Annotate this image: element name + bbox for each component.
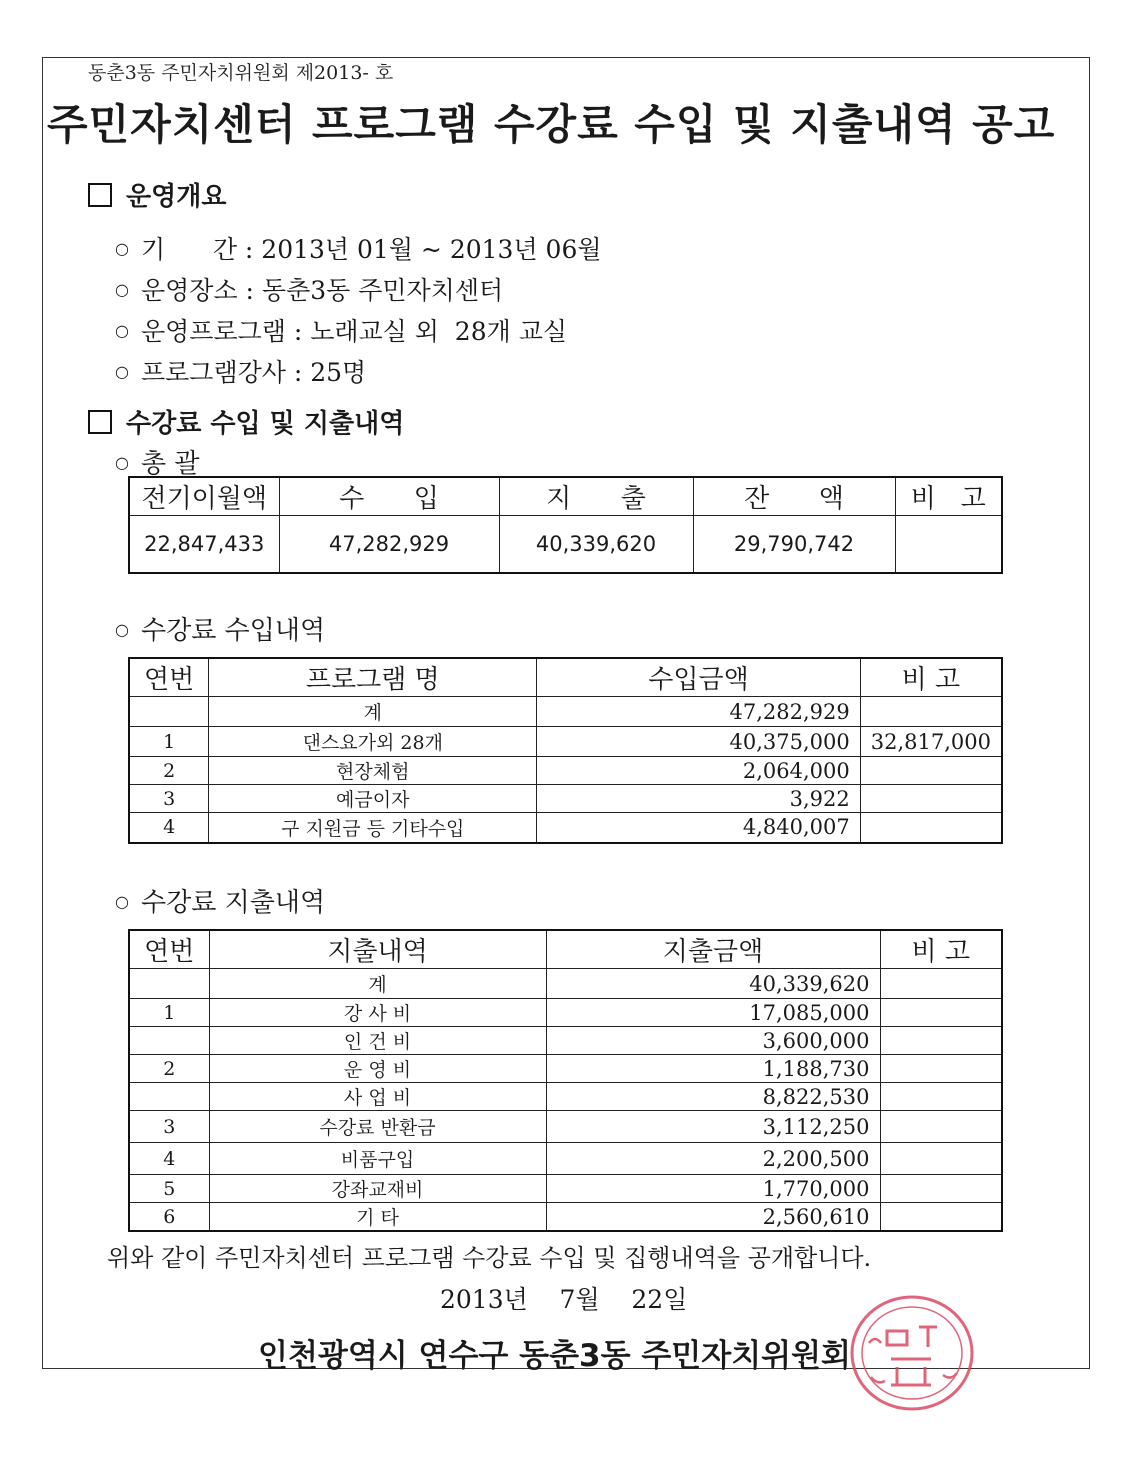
row-note	[860, 757, 1002, 785]
row-note	[880, 1111, 1002, 1143]
bullet-circle-icon: ○	[115, 453, 129, 472]
summary-header-cell: 수 입	[279, 477, 499, 516]
summary-value-row	[129, 516, 1002, 574]
row-name: 인 건 비	[209, 1027, 546, 1055]
bullet-circle-icon: ○	[115, 280, 129, 299]
row-amount: 40,375,000	[537, 727, 861, 757]
income-table	[128, 657, 1003, 844]
row-amount: 1,188,730	[546, 1055, 880, 1083]
income-header-cell: 수입금액	[537, 658, 861, 697]
row-number	[129, 697, 209, 727]
row-amount: 2,200,500	[546, 1143, 880, 1175]
row-amount: 40,339,620	[546, 969, 880, 999]
row-number: 1	[129, 999, 209, 1027]
table-row	[129, 1175, 1002, 1203]
summary-title-label: 총 괄	[141, 449, 200, 479]
table-row	[129, 727, 1002, 757]
row-number: 1	[129, 727, 209, 757]
expense-header-cell: 지출금액	[546, 930, 880, 969]
row-amount: 2,064,000	[537, 757, 861, 785]
summary-table	[128, 476, 1003, 574]
overview-item-text: 기 간 : 2013년 01월 ~ 2013년 06월	[141, 235, 602, 264]
bullet-circle-icon: ○	[115, 321, 129, 340]
overview-item-period	[115, 230, 602, 266]
row-number: 2	[129, 1055, 209, 1083]
bullet-circle-icon: ○	[115, 362, 129, 381]
document-number: 동춘3동 주민자치위원회 제2013- 호	[88, 62, 394, 84]
expense-header-cell: 지출내역	[209, 930, 546, 969]
expense-table	[128, 929, 1003, 1232]
row-note	[880, 1143, 1002, 1175]
summary-header-row	[129, 477, 1002, 516]
table-row	[129, 697, 1002, 727]
checkbox-square-icon	[88, 410, 112, 434]
section-heading-overview	[88, 176, 226, 213]
row-amount: 8,822,530	[546, 1083, 880, 1111]
row-number: 4	[129, 1143, 209, 1175]
row-name: 비품구입	[209, 1143, 546, 1175]
table-row	[129, 1203, 1002, 1232]
row-name: 사 업 비	[209, 1083, 546, 1111]
row-note	[880, 969, 1002, 999]
row-note	[880, 1027, 1002, 1055]
document-title: 주민자치센터 프로그램 수강료 수입 및 지출내역 공고	[47, 100, 1056, 149]
summary-header-cell: 전기이월액	[129, 477, 279, 516]
overview-item-text: 프로그램강사 : 25명	[141, 358, 367, 387]
overview-item-text: 운영장소 : 동춘3동 주민자치센터	[141, 276, 504, 305]
row-name: 강 사 비	[209, 999, 546, 1027]
summary-header-cell: 비 고	[895, 477, 1002, 516]
summary-title	[115, 443, 200, 480]
row-amount: 47,282,929	[537, 697, 861, 727]
section-heading-finance-label: 수강료 수입 및 지출내역	[126, 409, 405, 439]
closing-statement: 위와 같이 주민자치센터 프로그램 수강료 수입 및 집행내역을 공개합니다.	[107, 1244, 872, 1272]
row-note	[860, 785, 1002, 813]
table-row	[129, 1055, 1002, 1083]
summary-value-cell: 47,282,929	[279, 516, 499, 574]
table-row	[129, 813, 1002, 843]
row-amount: 3,112,250	[546, 1111, 880, 1143]
income-header-cell: 연번	[129, 658, 209, 697]
row-number: 3	[129, 1111, 209, 1143]
section-heading-finance	[88, 403, 404, 440]
row-name: 운 영 비	[209, 1055, 546, 1083]
row-name: 강좌교재비	[209, 1175, 546, 1203]
row-name: 구 지원금 등 기타수입	[209, 813, 537, 843]
row-name: 예금이자	[209, 785, 537, 813]
row-number	[129, 1083, 209, 1111]
table-row	[129, 1083, 1002, 1111]
row-note	[880, 999, 1002, 1027]
row-number	[129, 969, 209, 999]
row-name: 댄스요가외 28개	[209, 727, 537, 757]
summary-header-cell: 잔 액	[693, 477, 895, 516]
row-number: 2	[129, 757, 209, 785]
row-amount: 2,560,610	[546, 1203, 880, 1232]
table-row	[129, 757, 1002, 785]
expense-title-label: 수강료 지출내역	[141, 888, 326, 918]
row-number	[129, 1027, 209, 1055]
row-number: 4	[129, 813, 209, 843]
overview-item-programs	[115, 312, 567, 348]
row-amount: 1,770,000	[546, 1175, 880, 1203]
overview-item-instructors	[115, 353, 366, 389]
row-amount: 17,085,000	[546, 999, 880, 1027]
row-number: 6	[129, 1203, 209, 1232]
row-amount: 3,922	[537, 785, 861, 813]
table-row	[129, 999, 1002, 1027]
row-note	[880, 1083, 1002, 1111]
expense-header-cell: 비 고	[880, 930, 1002, 969]
income-header-row	[129, 658, 1002, 697]
row-note: 32,817,000	[860, 727, 1002, 757]
table-row	[129, 969, 1002, 999]
row-name: 기 타	[209, 1203, 546, 1232]
row-name: 현장체험	[209, 757, 537, 785]
row-note	[860, 697, 1002, 727]
official-seal-stamp	[847, 1293, 977, 1413]
summary-header-cell: 지 출	[499, 477, 693, 516]
row-name: 계	[209, 697, 537, 727]
expense-header-row	[129, 930, 1002, 969]
row-number: 3	[129, 785, 209, 813]
row-note	[860, 813, 1002, 843]
bullet-circle-icon: ○	[115, 620, 129, 639]
row-name: 수강료 반환금	[209, 1111, 546, 1143]
income-header-cell: 비 고	[860, 658, 1002, 697]
summary-value-cell: 40,339,620	[499, 516, 693, 574]
table-row	[129, 1111, 1002, 1143]
overview-item-text: 운영프로그램 : 노래교실 외 28개 교실	[141, 317, 568, 346]
bullet-circle-icon: ○	[115, 892, 129, 911]
expense-header-cell: 연번	[129, 930, 209, 969]
announcement-date: 2013년 7월 22일	[440, 1285, 688, 1314]
signer-organization: 인천광역시 연수구 동춘3동 주민자치위원회	[258, 1338, 851, 1374]
row-note	[880, 1055, 1002, 1083]
summary-value-cell	[895, 516, 1002, 574]
income-title-label: 수강료 수입내역	[141, 616, 326, 646]
summary-value-cell: 22,847,433	[129, 516, 279, 574]
checkbox-square-icon	[88, 183, 112, 207]
table-row	[129, 785, 1002, 813]
income-title	[115, 610, 325, 647]
table-row	[129, 1143, 1002, 1175]
overview-item-location	[115, 271, 503, 307]
section-heading-overview-label: 운영개요	[126, 182, 227, 212]
row-number: 5	[129, 1175, 209, 1203]
income-header-cell: 프로그램 명	[209, 658, 537, 697]
table-row	[129, 1027, 1002, 1055]
row-amount: 4,840,007	[537, 813, 861, 843]
summary-value-cell: 29,790,742	[693, 516, 895, 574]
expense-title	[115, 882, 325, 919]
row-name: 계	[209, 969, 546, 999]
row-note	[880, 1175, 1002, 1203]
bullet-circle-icon: ○	[115, 239, 129, 258]
row-amount: 3,600,000	[546, 1027, 880, 1055]
row-note	[880, 1203, 1002, 1232]
